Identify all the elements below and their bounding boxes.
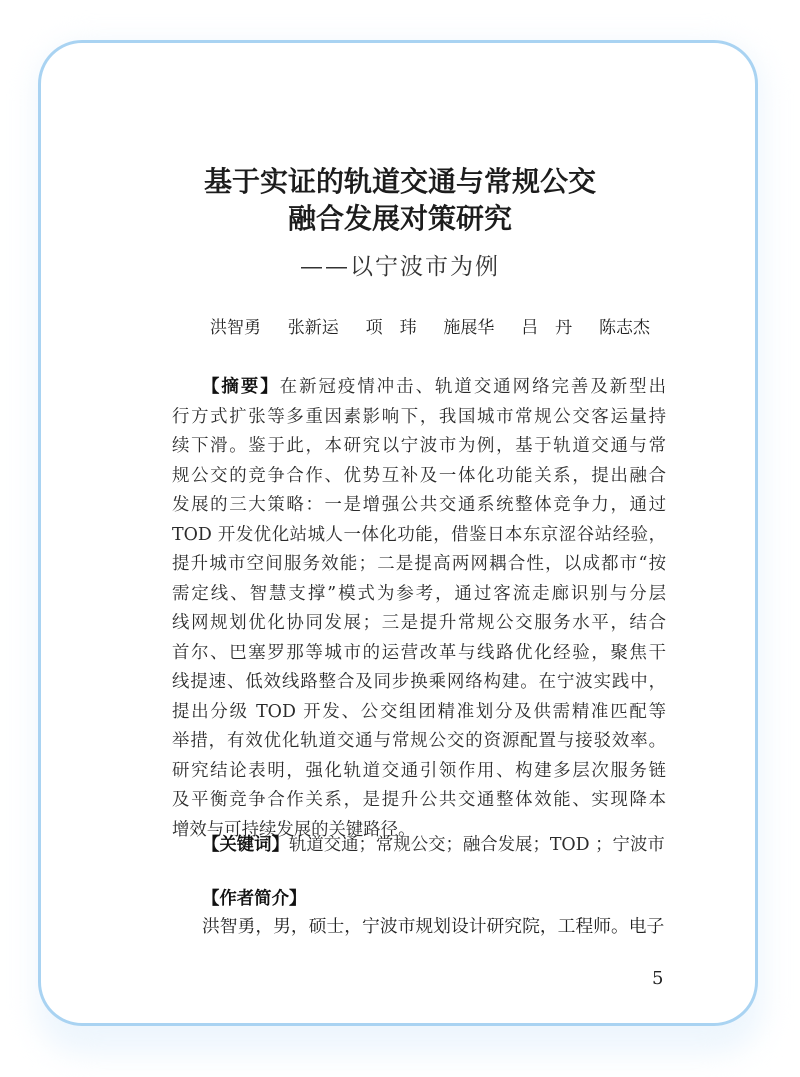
author: 吕 丹 <box>521 318 573 338</box>
abstract-label: 【摘要】 <box>202 377 280 397</box>
keywords-text: 轨道交通；常规公交；融合发展；TOD ；宁波市 <box>288 835 665 855</box>
abstract-line: 增效与可持续发展的关键路径。 <box>172 819 416 840</box>
abstract-line: 行方式扩张等多重因素影响下，我国城市常规公交客运量持 <box>172 406 666 427</box>
abstract-line: 需定线、智慧支撑”模式为参考，通过客流走廊识别与分层 <box>172 583 666 604</box>
abstract <box>172 373 666 845</box>
author: 项 玮 <box>365 318 417 338</box>
abstract-line: 线提速、低效线路整合及同步换乘网络构建。在宁波实践中， <box>172 672 666 692</box>
title-line-2: 融合发展对策研究 <box>287 202 512 235</box>
abstract-line-first <box>172 373 666 403</box>
abstract-line: 提出分级 TOD 开发、公交组团精准划分及供需精准匹配等 <box>172 701 666 722</box>
keywords <box>202 830 672 855</box>
abstract-line: 发展的三大策略：一是增强公共交通系统整体竞争力，通过 <box>172 495 666 515</box>
abstract-line: 线网规划优化协同发展；三是提升常规公交服务水平，结合 <box>172 613 666 633</box>
bio-text: 洪智勇，男，硕士，宁波市规划设计研究院，工程师。电子 <box>202 916 665 937</box>
abstract-text: 在新冠疫情冲击、轨道交通网络完善及新型出 <box>279 377 666 397</box>
author-list <box>210 313 650 338</box>
author: 张新运 <box>287 318 339 338</box>
abstract-line: 规公交的竞争合作、优势互补及一体化功能关系，提出融合 <box>172 465 666 486</box>
author: 施展华 <box>443 318 495 338</box>
keywords-label: 【关键词】 <box>202 835 289 855</box>
page-number: 5 <box>652 968 664 989</box>
abstract-line: 首尔、巴塞罗那等城市的运营改革与线路优化经验，聚焦干 <box>172 642 666 663</box>
abstract-line: TOD 开发优化站城人一体化功能，借鉴日本东京涩谷站经验， <box>172 524 666 545</box>
title-line-1: 基于实证的轨道交通与常规公交 <box>203 165 596 198</box>
bio-label: 【作者简介】 <box>202 889 307 909</box>
abstract-line: 提升城市空间服务效能；二是提高两网耦合性，以成都市“按 <box>172 554 666 574</box>
subtitle: ——以宁波市为例 <box>300 254 500 280</box>
author: 陈志杰 <box>598 318 650 338</box>
author: 洪智勇 <box>210 318 261 338</box>
abstract-line: 举措，有效优化轨道交通与常规公交的资源配置与接驳效率。 <box>172 731 666 751</box>
abstract-line: 研究结论表明，强化轨道交通引领作用、构建多层次服务链 <box>172 760 666 781</box>
abstract-line: 续下滑。鉴于此，本研究以宁波市为例，基于轨道交通与常 <box>172 436 666 456</box>
abstract-line: 及平衡竞争合作关系，是提升公共交通整体效能、实现降本 <box>172 790 666 810</box>
